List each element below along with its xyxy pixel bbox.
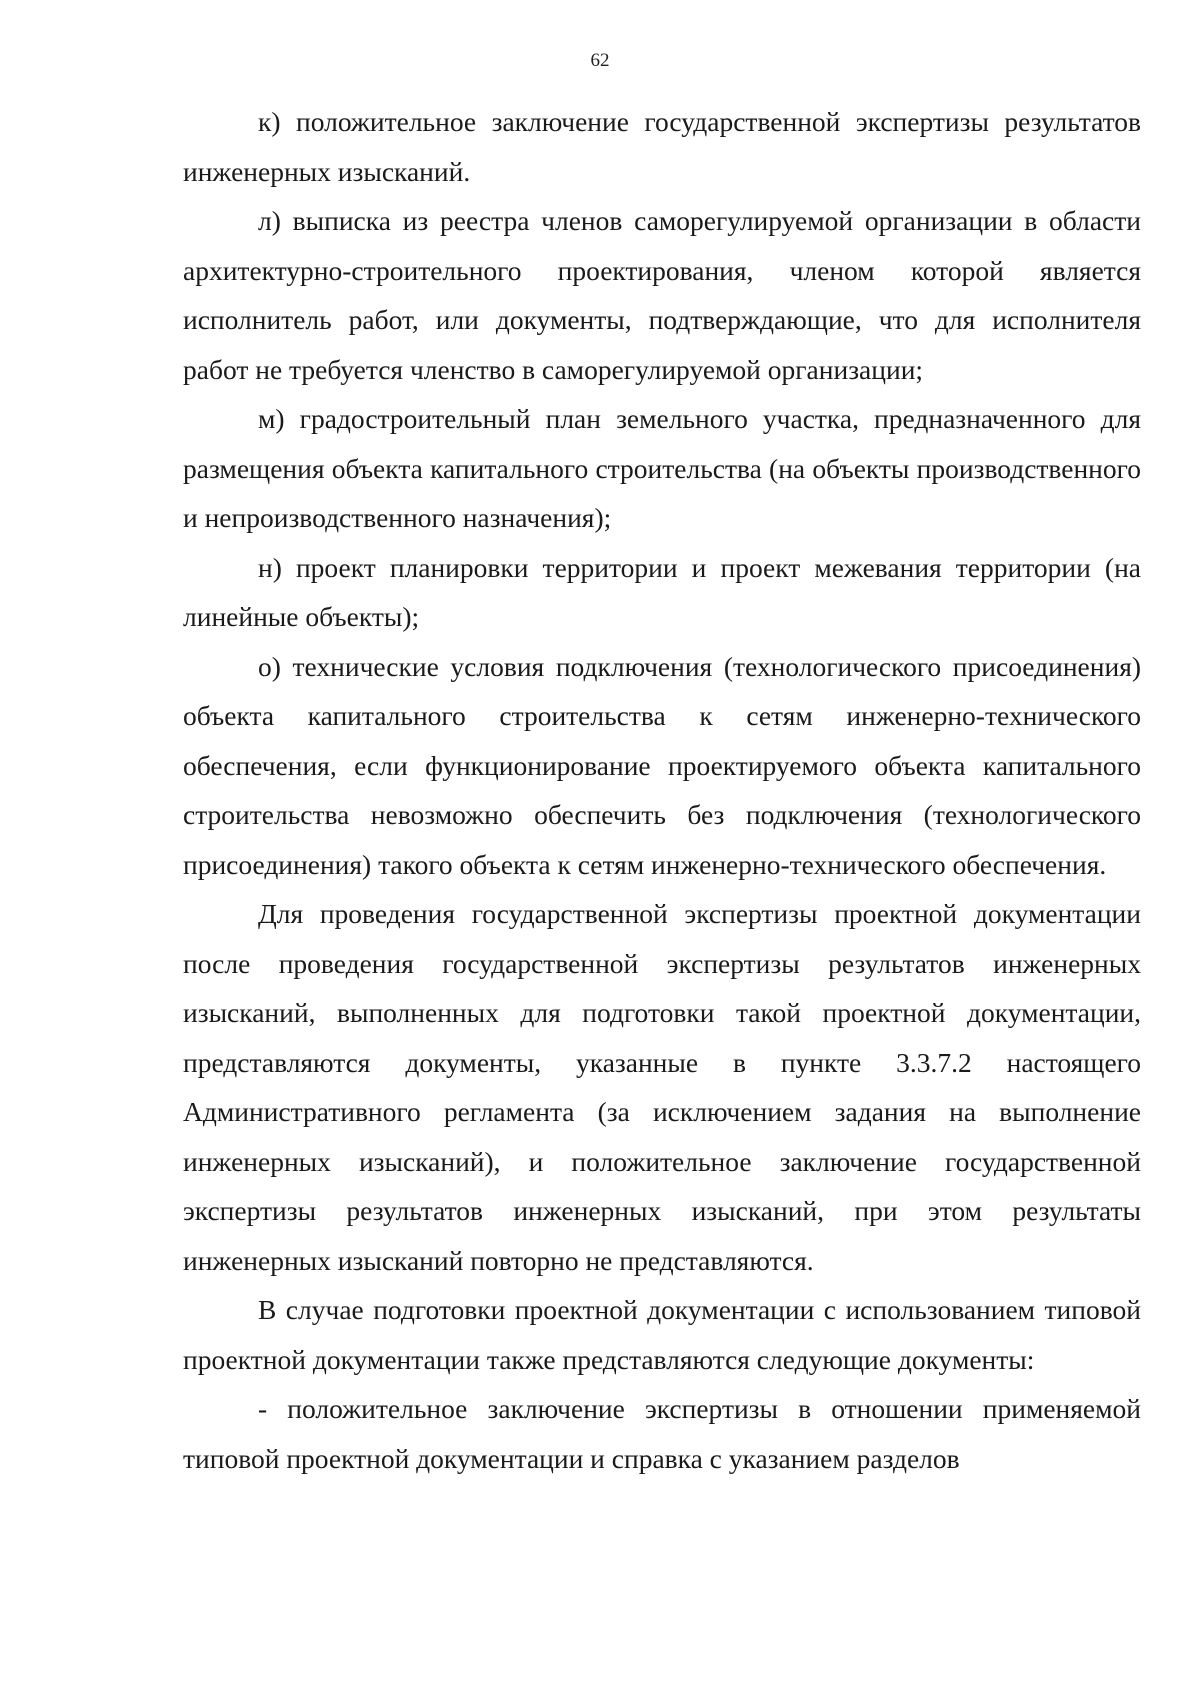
paragraph-expertise-procedure: Для проведения государственной экспертизы проектной документации после проведения государственной экспертизы результатов инженерных изысканий, выполненных для подготовки такой проектной документации, представляются документы, указанные в пункте 3.3.7.2 настоящего Административного регламента (за исключением задания на выполнение инженерных изысканий), и положительное заключение государственной экспертизы результатов инженерных изысканий, при этом результаты инженерных изысканий повторно не представляются.: [183, 898, 1141, 1276]
paragraph-l: л) выписка из реестра членов саморегулируемой организации в области архитектурно-строительного проектирования, членом которой является исполнитель работ, или документы, подтверждающие, что для исполнителя работ не требуется членство в саморегулируемой организации;: [183, 205, 1141, 385]
paragraph-n: н) проект планировки территории и проект межевания территории (на линейные объекты);: [183, 551, 1141, 632]
paragraph-k: к) положительное заключение государственной экспертизы результатов инженерных изысканий.: [183, 106, 1141, 187]
paragraph-typical-documentation: В случае подготовки проектной документации с использованием типовой проектной документации также представляются следующие документы:: [183, 1294, 1141, 1375]
body-text: [183, 97, 1141, 1483]
paragraph-list-item: - положительное заключение экспертизы в отношении применяемой типовой проектной документации и справка с указанием разделов: [183, 1393, 1141, 1474]
paragraph-o: о) технические условия подключения (технологического присоединения) объекта капитального строительства к сетям инженерно-технического обеспечения, если функционирование проектируемого объекта капитального строительства невозможно обеспечить без подключения (технологического присоединения) такого объекта к сетям инженерно-технического обеспечения.: [183, 650, 1141, 880]
paragraph-m: м) градостроительный план земельного участка, предназначенного для размещения объекта капитального строительства (на объекты производственного и непроизводственного назначения);: [183, 403, 1141, 533]
page-number: 62: [590, 50, 610, 71]
